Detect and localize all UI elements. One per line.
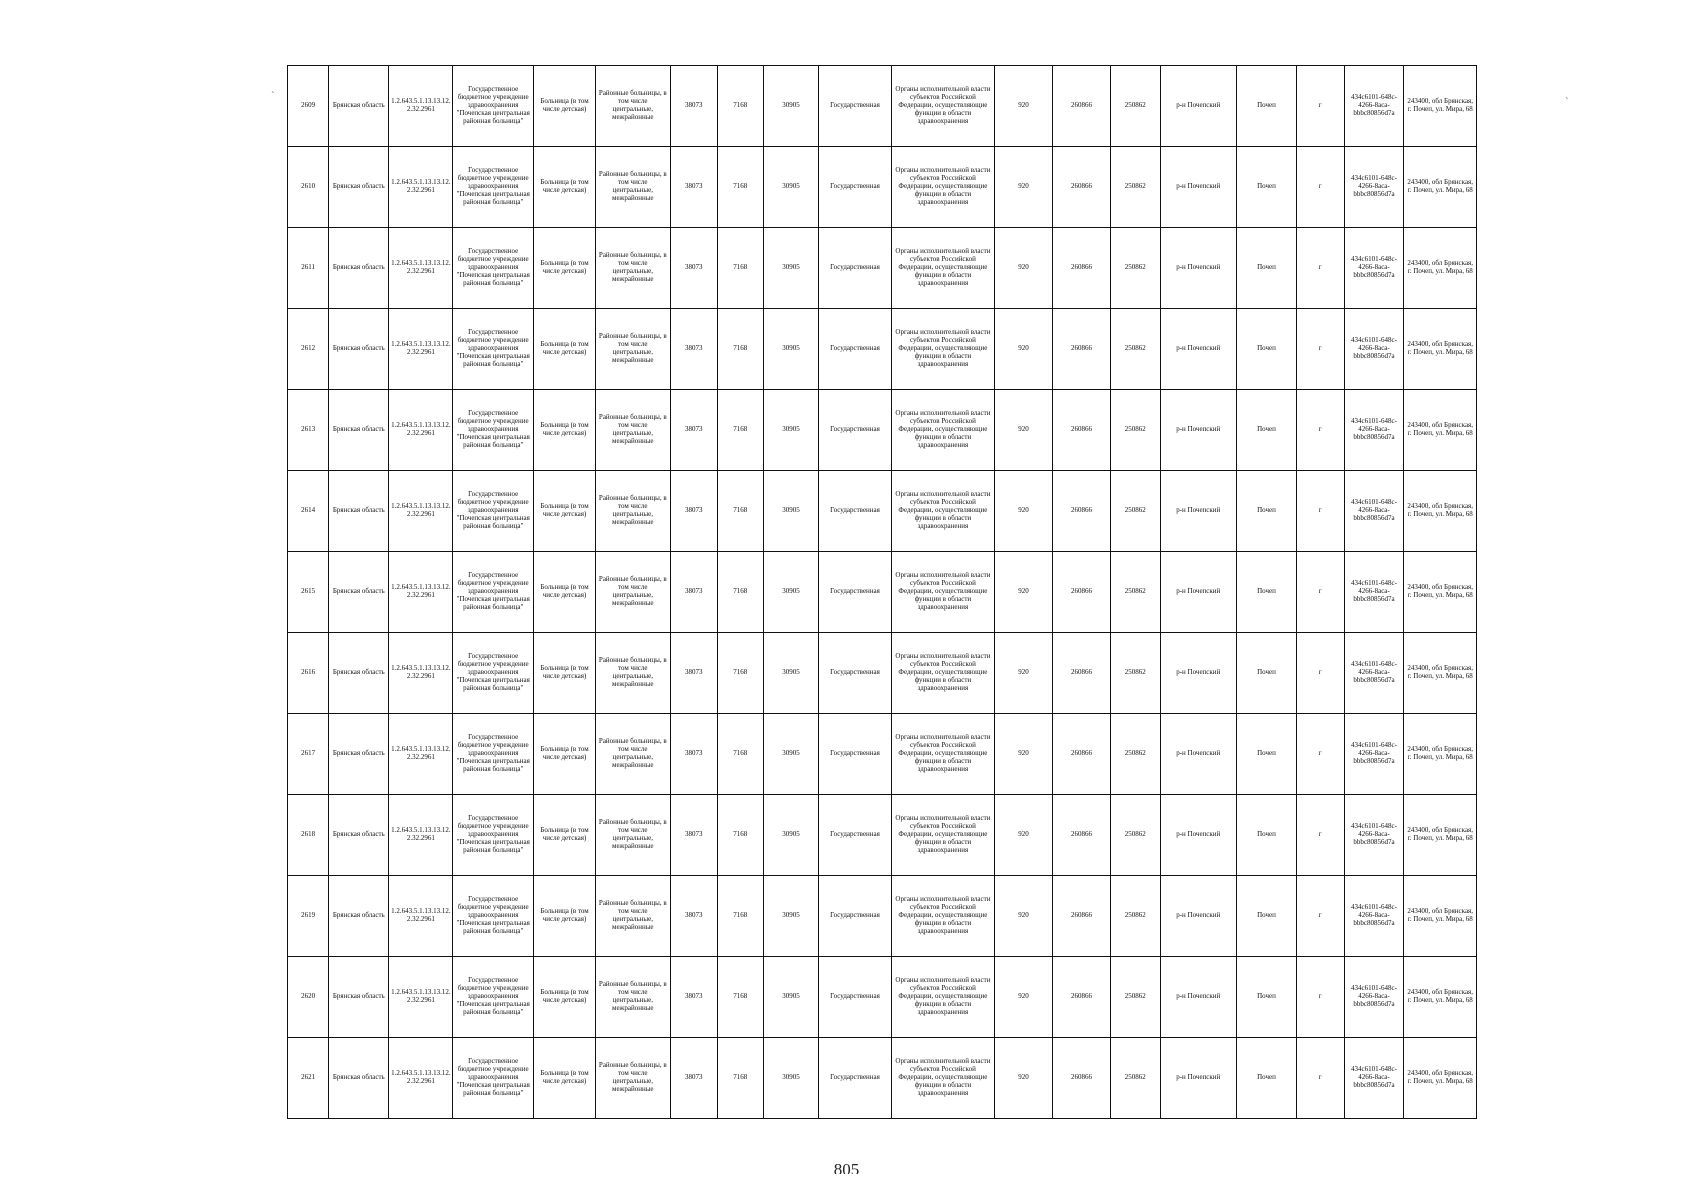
city-cell: Почеп [1237,147,1297,228]
locality-type-cell: г [1296,390,1344,471]
region-cell: Брянская область [329,876,389,957]
table-row [288,471,1477,552]
ownership-cell: Государственная [819,471,891,552]
authority-cell: Органы исполнительной власти субъектов Российской Федерации, осуществляющие функции в области здравоохранения [891,876,994,957]
region-cell: Брянская область [329,147,389,228]
locality-type-cell: г [1296,795,1344,876]
code-250862-cell: 250862 [1110,633,1160,714]
locality-type-cell: г [1296,471,1344,552]
ownership-cell: Государственная [819,714,891,795]
ownership-cell: Государственная [819,795,891,876]
registry-table-body [288,66,1477,1119]
code-7168-cell: 7168 [718,876,763,957]
code-250862-cell: 250862 [1110,390,1160,471]
guid-cell: 434c6101-648c-4266-8aca-bbbc80856d7a [1344,552,1404,633]
row-number: 2615 [288,552,329,633]
facility-kind-cell: Районные больницы, в том числе центральные, межрайонные [596,633,670,714]
locality-type-cell: г [1296,957,1344,1038]
address-cell: 243400, обл Брянская, г. Почеп, ул. Мира, 68 [1404,633,1477,714]
code-260866-cell: 260866 [1053,228,1111,309]
locality-type-cell: г [1296,714,1344,795]
code-38073-cell: 38073 [670,66,718,147]
address-cell: 243400, обл Брянская, г. Почеп, ул. Мира, 68 [1404,66,1477,147]
facility-type-cell: Больница (в том числе детская) [534,471,596,552]
row-number: 2619 [288,876,329,957]
code-920-cell: 920 [995,471,1053,552]
city-cell: Почеп [1237,957,1297,1038]
code-30905-cell: 30905 [763,957,819,1038]
facility-type-cell: Больница (в том числе детская) [534,309,596,390]
locality-type-cell: г [1296,1038,1344,1119]
district-cell: р-н Почепский [1160,471,1237,552]
city-cell: Почеп [1237,795,1297,876]
district-cell: р-н Почепский [1160,957,1237,1038]
guid-cell: 434c6101-648c-4266-8aca-bbbc80856d7a [1344,228,1404,309]
code-38073-cell: 38073 [670,471,718,552]
ownership-cell: Государственная [819,957,891,1038]
region-cell: Брянская область [329,795,389,876]
table-row [288,309,1477,390]
district-cell: р-н Почепский [1160,633,1237,714]
code-250862-cell: 250862 [1110,1038,1160,1119]
code-920-cell: 920 [995,228,1053,309]
facility-kind-cell: Районные больницы, в том числе центральные, межрайонные [596,390,670,471]
facility-kind-cell: Районные больницы, в том числе центральные, межрайонные [596,309,670,390]
organization-cell: Государственное бюджетное учреждение здравоохранения "Почепская центральная районная больница" [453,633,534,714]
region-cell: Брянская область [329,552,389,633]
city-cell: Почеп [1237,309,1297,390]
facility-type-cell: Больница (в том числе детская) [534,552,596,633]
authority-cell: Органы исполнительной власти субъектов Российской Федерации, осуществляющие функции в области здравоохранения [891,714,994,795]
locality-type-cell: г [1296,66,1344,147]
address-cell: 243400, обл Брянская, г. Почеп, ул. Мира, 68 [1404,1038,1477,1119]
guid-cell: 434c6101-648c-4266-8aca-bbbc80856d7a [1344,714,1404,795]
ownership-cell: Государственная [819,552,891,633]
guid-cell: 434c6101-648c-4266-8aca-bbbc80856d7a [1344,957,1404,1038]
region-cell: Брянская область [329,390,389,471]
facility-kind-cell: Районные больницы, в том числе центральные, межрайонные [596,1038,670,1119]
code-920-cell: 920 [995,66,1053,147]
city-cell: Почеп [1237,633,1297,714]
facility-type-cell: Больница (в том числе детская) [534,714,596,795]
authority-cell: Органы исполнительной власти субъектов Российской Федерации, осуществляющие функции в области здравоохранения [891,1038,994,1119]
ownership-cell: Государственная [819,876,891,957]
ownership-cell: Государственная [819,309,891,390]
table-row [288,1038,1477,1119]
facility-kind-cell: Районные больницы, в том числе центральные, межрайонные [596,876,670,957]
facility-kind-cell: Районные больницы, в том числе центральные, межрайонные [596,552,670,633]
code-7168-cell: 7168 [718,390,763,471]
code-920-cell: 920 [995,957,1053,1038]
district-cell: р-н Почепский [1160,147,1237,228]
table-row [288,66,1477,147]
code-920-cell: 920 [995,795,1053,876]
guid-cell: 434c6101-648c-4266-8aca-bbbc80856d7a [1344,147,1404,228]
code-260866-cell: 260866 [1053,471,1111,552]
region-cell: Брянская область [329,309,389,390]
organization-cell: Государственное бюджетное учреждение здравоохранения "Почепская центральная районная больница" [453,66,534,147]
table-row [288,795,1477,876]
city-cell: Почеп [1237,714,1297,795]
ownership-cell: Государственная [819,228,891,309]
code-38073-cell: 38073 [670,633,718,714]
guid-cell: 434c6101-648c-4266-8aca-bbbc80856d7a [1344,66,1404,147]
region-cell: Брянская область [329,957,389,1038]
code-cell: 1.2.643.5.1.13.13.12.2.32.2961 [389,309,453,390]
code-250862-cell: 250862 [1110,309,1160,390]
address-cell: 243400, обл Брянская, г. Почеп, ул. Мира, 68 [1404,714,1477,795]
locality-type-cell: г [1296,147,1344,228]
city-cell: Почеп [1237,552,1297,633]
code-920-cell: 920 [995,390,1053,471]
code-30905-cell: 30905 [763,714,819,795]
row-number: 2609 [288,66,329,147]
table-row [288,552,1477,633]
authority-cell: Органы исполнительной власти субъектов Российской Федерации, осуществляющие функции в области здравоохранения [891,147,994,228]
table-row [288,714,1477,795]
code-260866-cell: 260866 [1053,714,1111,795]
organization-cell: Государственное бюджетное учреждение здравоохранения "Почепская центральная районная больница" [453,390,534,471]
code-250862-cell: 250862 [1110,957,1160,1038]
page-number: 805 [833,1160,860,1174]
code-920-cell: 920 [995,714,1053,795]
code-7168-cell: 7168 [718,714,763,795]
code-38073-cell: 38073 [670,390,718,471]
code-250862-cell: 250862 [1110,147,1160,228]
region-cell: Брянская область [329,228,389,309]
facility-kind-cell: Районные больницы, в том числе центральные, межрайонные [596,795,670,876]
facility-type-cell: Больница (в том числе детская) [534,795,596,876]
scan-speck: ` [1565,96,1569,108]
code-cell: 1.2.643.5.1.13.13.12.2.32.2961 [389,66,453,147]
ownership-cell: Государственная [819,1038,891,1119]
row-number: 2613 [288,390,329,471]
code-250862-cell: 250862 [1110,228,1160,309]
address-cell: 243400, обл Брянская, г. Почеп, ул. Мира, 68 [1404,390,1477,471]
code-260866-cell: 260866 [1053,1038,1111,1119]
code-38073-cell: 38073 [670,795,718,876]
district-cell: р-н Почепский [1160,876,1237,957]
region-cell: Брянская область [329,1038,389,1119]
guid-cell: 434c6101-648c-4266-8aca-bbbc80856d7a [1344,1038,1404,1119]
row-number: 2618 [288,795,329,876]
organization-cell: Государственное бюджетное учреждение здравоохранения "Почепская центральная районная больница" [453,795,534,876]
authority-cell: Органы исполнительной власти субъектов Российской Федерации, осуществляющие функции в области здравоохранения [891,633,994,714]
address-cell: 243400, обл Брянская, г. Почеп, ул. Мира, 68 [1404,471,1477,552]
code-38073-cell: 38073 [670,714,718,795]
district-cell: р-н Почепский [1160,309,1237,390]
table-row [288,147,1477,228]
code-38073-cell: 38073 [670,147,718,228]
authority-cell: Органы исполнительной власти субъектов Российской Федерации, осуществляющие функции в области здравоохранения [891,309,994,390]
ownership-cell: Государственная [819,390,891,471]
code-7168-cell: 7168 [718,147,763,228]
facility-type-cell: Больница (в том числе детская) [534,228,596,309]
facility-type-cell: Больница (в том числе детская) [534,390,596,471]
address-cell: 243400, обл Брянская, г. Почеп, ул. Мира, 68 [1404,957,1477,1038]
organization-cell: Государственное бюджетное учреждение здравоохранения "Почепская центральная районная больница" [453,957,534,1038]
guid-cell: 434c6101-648c-4266-8aca-bbbc80856d7a [1344,633,1404,714]
city-cell: Почеп [1237,228,1297,309]
guid-cell: 434c6101-648c-4266-8aca-bbbc80856d7a [1344,471,1404,552]
organization-cell: Государственное бюджетное учреждение здравоохранения "Почепская центральная районная больница" [453,471,534,552]
code-38073-cell: 38073 [670,957,718,1038]
code-920-cell: 920 [995,1038,1053,1119]
code-7168-cell: 7168 [718,66,763,147]
organization-cell: Государственное бюджетное учреждение здравоохранения "Почепская центральная районная больница" [453,552,534,633]
organization-cell: Государственное бюджетное учреждение здравоохранения "Почепская центральная районная больница" [453,714,534,795]
authority-cell: Органы исполнительной власти субъектов Российской Федерации, осуществляющие функции в области здравоохранения [891,390,994,471]
organization-cell: Государственное бюджетное учреждение здравоохранения "Почепская центральная районная больница" [453,147,534,228]
district-cell: р-н Почепский [1160,552,1237,633]
facility-kind-cell: Районные больницы, в том числе центральные, межрайонные [596,471,670,552]
code-260866-cell: 260866 [1053,390,1111,471]
code-30905-cell: 30905 [763,471,819,552]
region-cell: Брянская область [329,633,389,714]
code-260866-cell: 260866 [1053,876,1111,957]
locality-type-cell: г [1296,228,1344,309]
address-cell: 243400, обл Брянская, г. Почеп, ул. Мира, 68 [1404,147,1477,228]
code-cell: 1.2.643.5.1.13.13.12.2.32.2961 [389,714,453,795]
code-30905-cell: 30905 [763,228,819,309]
locality-type-cell: г [1296,633,1344,714]
row-number: 2617 [288,714,329,795]
code-260866-cell: 260866 [1053,552,1111,633]
code-7168-cell: 7168 [718,1038,763,1119]
district-cell: р-н Почепский [1160,795,1237,876]
facility-type-cell: Больница (в том числе детская) [534,1038,596,1119]
facility-type-cell: Больница (в том числе детская) [534,66,596,147]
authority-cell: Органы исполнительной власти субъектов Российской Федерации, осуществляющие функции в области здравоохранения [891,471,994,552]
code-cell: 1.2.643.5.1.13.13.12.2.32.2961 [389,228,453,309]
facility-kind-cell: Районные больницы, в том числе центральные, межрайонные [596,66,670,147]
facility-type-cell: Больница (в том числе детская) [534,633,596,714]
facility-kind-cell: Районные больницы, в том числе центральные, межрайонные [596,228,670,309]
code-7168-cell: 7168 [718,957,763,1038]
district-cell: р-н Почепский [1160,714,1237,795]
district-cell: р-н Почепский [1160,390,1237,471]
facility-kind-cell: Районные больницы, в том числе центральные, межрайонные [596,714,670,795]
authority-cell: Органы исполнительной власти субъектов Российской Федерации, осуществляющие функции в области здравоохранения [891,957,994,1038]
code-cell: 1.2.643.5.1.13.13.12.2.32.2961 [389,147,453,228]
address-cell: 243400, обл Брянская, г. Почеп, ул. Мира, 68 [1404,795,1477,876]
facility-kind-cell: Районные больницы, в том числе центральные, межрайонные [596,957,670,1038]
code-30905-cell: 30905 [763,390,819,471]
table-row [288,633,1477,714]
guid-cell: 434c6101-648c-4266-8aca-bbbc80856d7a [1344,309,1404,390]
guid-cell: 434c6101-648c-4266-8aca-bbbc80856d7a [1344,876,1404,957]
code-920-cell: 920 [995,633,1053,714]
city-cell: Почеп [1237,66,1297,147]
code-cell: 1.2.643.5.1.13.13.12.2.32.2961 [389,390,453,471]
city-cell: Почеп [1237,876,1297,957]
row-number: 2620 [288,957,329,1038]
district-cell: р-н Почепский [1160,1038,1237,1119]
locality-type-cell: г [1296,552,1344,633]
address-cell: 243400, обл Брянская, г. Почеп, ул. Мира, 68 [1404,552,1477,633]
code-7168-cell: 7168 [718,633,763,714]
registry-table [287,65,1477,1119]
code-920-cell: 920 [995,309,1053,390]
row-number: 2616 [288,633,329,714]
row-number: 2621 [288,1038,329,1119]
authority-cell: Органы исполнительной власти субъектов Российской Федерации, осуществляющие функции в области здравоохранения [891,228,994,309]
code-30905-cell: 30905 [763,633,819,714]
row-number: 2614 [288,471,329,552]
organization-cell: Государственное бюджетное учреждение здравоохранения "Почепская центральная районная больница" [453,876,534,957]
ownership-cell: Государственная [819,66,891,147]
authority-cell: Органы исполнительной власти субъектов Российской Федерации, осуществляющие функции в области здравоохранения [891,552,994,633]
row-number: 2611 [288,228,329,309]
facility-type-cell: Больница (в том числе детская) [534,147,596,228]
code-7168-cell: 7168 [718,471,763,552]
ownership-cell: Государственная [819,633,891,714]
code-250862-cell: 250862 [1110,876,1160,957]
code-250862-cell: 250862 [1110,552,1160,633]
code-250862-cell: 250862 [1110,714,1160,795]
scan-speck: ` [271,90,275,102]
district-cell: р-н Почепский [1160,228,1237,309]
code-cell: 1.2.643.5.1.13.13.12.2.32.2961 [389,1038,453,1119]
code-cell: 1.2.643.5.1.13.13.12.2.32.2961 [389,876,453,957]
city-cell: Почеп [1237,390,1297,471]
row-number: 2612 [288,309,329,390]
locality-type-cell: г [1296,309,1344,390]
table-row [288,876,1477,957]
organization-cell: Государственное бюджетное учреждение здравоохранения "Почепская центральная районная больница" [453,309,534,390]
code-250862-cell: 250862 [1110,66,1160,147]
locality-type-cell: г [1296,876,1344,957]
guid-cell: 434c6101-648c-4266-8aca-bbbc80856d7a [1344,390,1404,471]
table-row [288,957,1477,1038]
code-cell: 1.2.643.5.1.13.13.12.2.32.2961 [389,552,453,633]
code-cell: 1.2.643.5.1.13.13.12.2.32.2961 [389,957,453,1038]
code-7168-cell: 7168 [718,795,763,876]
code-cell: 1.2.643.5.1.13.13.12.2.32.2961 [389,471,453,552]
address-cell: 243400, обл Брянская, г. Почеп, ул. Мира, 68 [1404,228,1477,309]
guid-cell: 434c6101-648c-4266-8aca-bbbc80856d7a [1344,795,1404,876]
code-cell: 1.2.643.5.1.13.13.12.2.32.2961 [389,795,453,876]
code-30905-cell: 30905 [763,795,819,876]
code-30905-cell: 30905 [763,1038,819,1119]
city-cell: Почеп [1237,471,1297,552]
authority-cell: Органы исполнительной власти субъектов Российской Федерации, осуществляющие функции в области здравоохранения [891,66,994,147]
code-30905-cell: 30905 [763,66,819,147]
facility-type-cell: Больница (в том числе детская) [534,957,596,1038]
city-cell: Почеп [1237,1038,1297,1119]
code-38073-cell: 38073 [670,1038,718,1119]
district-cell: р-н Почепский [1160,66,1237,147]
code-38073-cell: 38073 [670,228,718,309]
region-cell: Брянская область [329,66,389,147]
code-260866-cell: 260866 [1053,309,1111,390]
code-30905-cell: 30905 [763,876,819,957]
code-260866-cell: 260866 [1053,633,1111,714]
code-920-cell: 920 [995,552,1053,633]
code-260866-cell: 260866 [1053,957,1111,1038]
organization-cell: Государственное бюджетное учреждение здравоохранения "Почепская центральная районная больница" [453,1038,534,1119]
code-250862-cell: 250862 [1110,795,1160,876]
code-30905-cell: 30905 [763,552,819,633]
address-cell: 243400, обл Брянская, г. Почеп, ул. Мира, 68 [1404,876,1477,957]
code-920-cell: 920 [995,147,1053,228]
organization-cell: Государственное бюджетное учреждение здравоохранения "Почепская центральная районная больница" [453,228,534,309]
table-row [288,228,1477,309]
code-260866-cell: 260866 [1053,795,1111,876]
code-38073-cell: 38073 [670,552,718,633]
row-number: 2610 [288,147,329,228]
region-cell: Брянская область [329,471,389,552]
ownership-cell: Государственная [819,147,891,228]
facility-type-cell: Больница (в том числе детская) [534,876,596,957]
table-row [288,390,1477,471]
code-260866-cell: 260866 [1053,66,1111,147]
authority-cell: Органы исполнительной власти субъектов Российской Федерации, осуществляющие функции в области здравоохранения [891,795,994,876]
code-920-cell: 920 [995,876,1053,957]
code-250862-cell: 250862 [1110,471,1160,552]
address-cell: 243400, обл Брянская, г. Почеп, ул. Мира, 68 [1404,309,1477,390]
code-38073-cell: 38073 [670,876,718,957]
code-7168-cell: 7168 [718,309,763,390]
code-260866-cell: 260866 [1053,147,1111,228]
code-38073-cell: 38073 [670,309,718,390]
facility-kind-cell: Районные больницы, в том числе центральные, межрайонные [596,147,670,228]
code-7168-cell: 7168 [718,552,763,633]
code-30905-cell: 30905 [763,309,819,390]
code-cell: 1.2.643.5.1.13.13.12.2.32.2961 [389,633,453,714]
region-cell: Брянская область [329,714,389,795]
code-30905-cell: 30905 [763,147,819,228]
code-7168-cell: 7168 [718,228,763,309]
